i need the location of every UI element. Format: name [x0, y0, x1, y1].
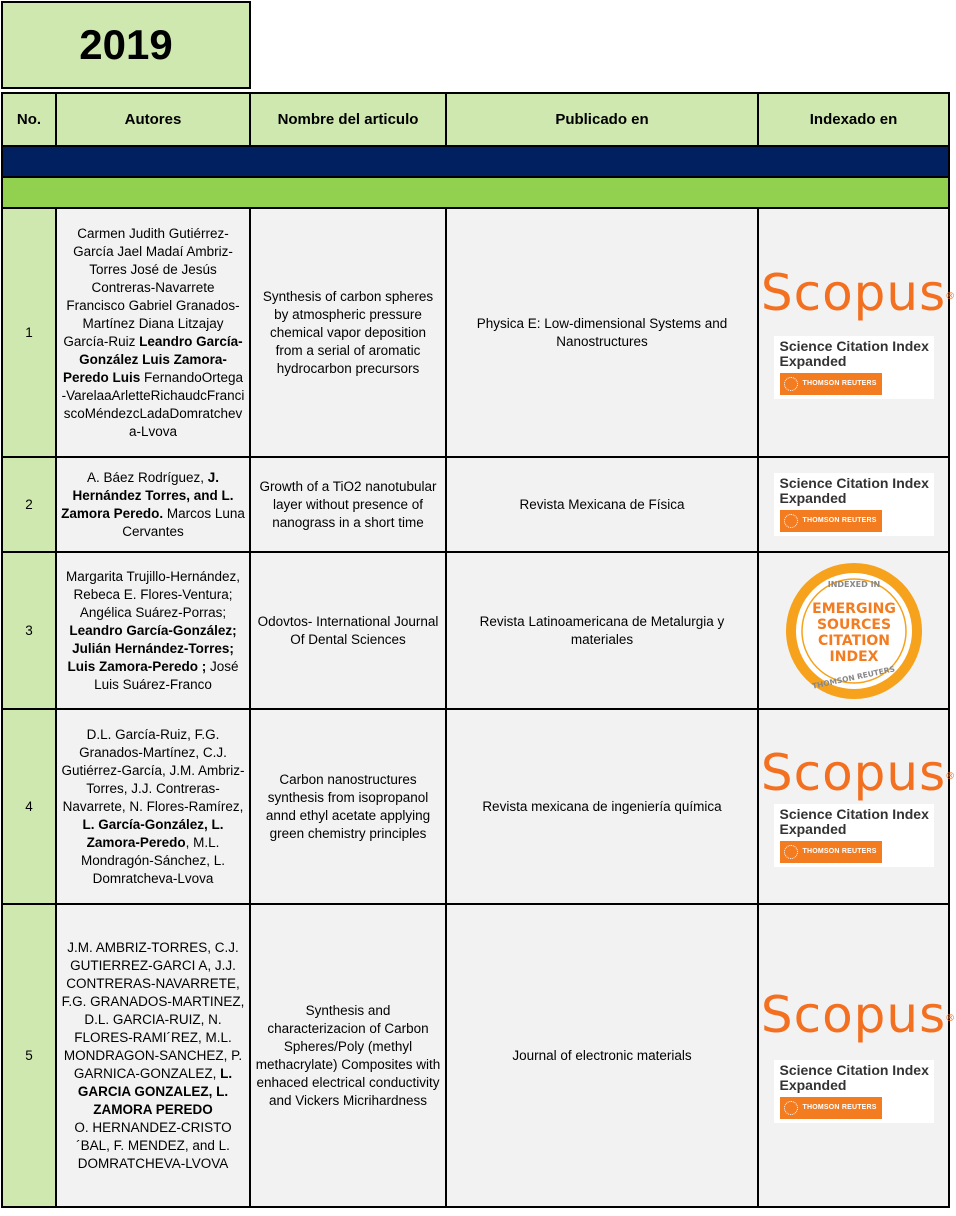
svg-text:INDEX: INDEX — [829, 648, 878, 665]
published-cell: Revista Mexicana de Física — [446, 457, 758, 552]
sci-expanded-logo: Science Citation Index Expanded THOMSON REUTERS — [774, 473, 934, 536]
indexed-cell — [758, 208, 956, 457]
published-cell: Revista Latinoamericana de Metalurgia y materiales — [446, 552, 758, 709]
published-cell: Revista mexicana de ingeniería química — [446, 709, 758, 904]
row-number: 1 — [2, 208, 56, 457]
row-number: 4 — [2, 709, 56, 904]
indexed-cell — [758, 457, 949, 552]
authors-bold-text: L. GARCIA GONZALEZ, L. ZAMORA PEREDO — [77, 1065, 233, 1117]
published-cell: Physica E: Low-dimensional Systems and Nanostructures — [446, 208, 758, 457]
published-cell: Journal of electronic materials — [446, 904, 758, 1207]
thomson-reuters-icon — [784, 514, 798, 528]
authors-cell — [56, 208, 250, 457]
authors-cell — [56, 552, 250, 709]
table-row — [2, 709, 949, 904]
authors-text-tail: José Luis Suárez-Franco — [94, 658, 239, 692]
authors-text-tail: FernandoOrtega-VarelaaArletteRichaudcFranciscoMéndezcLadaDomratcheva-Lvova — [61, 369, 245, 439]
authors-bold-text: J. Hernández Torres, and L. Zamora Peredo. — [61, 469, 234, 521]
navy-divider-row — [2, 146, 949, 177]
authors-cell — [56, 457, 250, 552]
authors-text: A. Báez Rodríguez, — [86, 469, 208, 485]
thomson-reuters-icon — [784, 845, 798, 859]
row-number: 5 — [2, 904, 56, 1207]
authors-bold-text: Leandro García-González; Julián Hernández-Torres; Luis Zamora-Peredo ; — [67, 622, 237, 674]
sci-expanded-logo: Science Citation Index Expanded THOMSON REUTERS — [774, 804, 934, 867]
table-row — [2, 457, 949, 552]
scopus-logo: Scopus ® — [760, 264, 956, 322]
scopus-logo: Scopus ® — [760, 986, 956, 1044]
svg-text:EMERGING: EMERGING — [811, 600, 896, 617]
scopus-logo: Scopus ® — [760, 744, 956, 802]
row-number: 3 — [2, 552, 56, 709]
authors-text-tail: , M.L. Mondragón-Sánchez, L. Domratcheva-Lvova — [80, 834, 226, 886]
article-cell: Odovtos- International Journal Of Dental Sciences — [250, 552, 446, 709]
thomson-reuters-icon — [784, 1101, 798, 1115]
table-row — [2, 552, 949, 709]
svg-text:INDEXED IN: INDEXED IN — [827, 579, 880, 589]
authors-bold-text: L. García-González, L. Zamora-Peredo — [82, 816, 224, 850]
row-number: 2 — [2, 457, 56, 552]
indexed-cell — [758, 709, 956, 904]
header-published: Publicado en — [446, 93, 758, 146]
header-indexed: Indexado en — [758, 93, 949, 146]
indexed-cell — [758, 552, 949, 709]
authors-text-tail: O. HERNANDEZ-CRISTO´BAL, F. MENDEZ, and L. DOMRATCHEVA-LVOVA — [74, 1119, 232, 1171]
sci-expanded-logo: Science Citation Index Expanded THOMSON REUTERS — [774, 1060, 934, 1123]
header-authors: Autores — [56, 93, 250, 146]
authors-text-tail: Marcos Luna Cervantes — [122, 505, 245, 539]
article-cell: Carbon nanostructures synthesis from isopropanol annd ethyl acetate applying green chemistry principles — [250, 709, 446, 904]
sci-expanded-logo: Science Citation Index Expanded THOMSON REUTERS — [774, 336, 934, 399]
indexed-cell — [758, 904, 956, 1207]
svg-text:THOMSON REUTERS: THOMSON REUTERS — [810, 663, 896, 691]
year-title: 2019 — [1, 1, 251, 89]
header-no: No. — [2, 93, 56, 146]
header-article: Nombre del articulo — [250, 93, 446, 146]
esci-badge — [784, 561, 924, 701]
authors-text: D.L. García-Ruiz, F.G. Granados-Martínez, C.J. Gutiérrez-García, J.M. Ambriz-Torres, J.J. Contreras-Navarrete, N. Flores-Ramírez, — [61, 726, 245, 814]
thomson-reuters-icon — [784, 377, 798, 391]
article-cell: Synthesis of carbon spheres by atmospheric pressure chemical vapor deposition from a serial of aromatic hydrocarbon precursors — [250, 208, 446, 457]
svg-text:CITATION: CITATION — [817, 632, 890, 649]
authors-cell — [56, 709, 250, 904]
article-cell: Growth of a TiO2 nanotubular layer without presence of nanograss in a short time — [250, 457, 446, 552]
header-row — [2, 93, 949, 146]
authors-cell — [56, 904, 250, 1207]
svg-text:SOURCES: SOURCES — [816, 616, 891, 633]
authors-text: Carmen Judith Gutiérrez-García Jael Madaí Ambriz-Torres José de Jesús Contreras-Navarrete Francisco Gabriel Granados-Martínez Diana Litzajay García-Ruiz — [63, 225, 240, 349]
authors-text: Margarita Trujillo-Hernández, Rebeca E. Flores-Ventura; Angélica Suárez-Porras; — [65, 568, 241, 620]
publications-table — [1, 92, 956, 1208]
authors-bold-text: Leandro García-González Luis Zamora-Peredo Luis — [62, 333, 243, 385]
article-cell: Synthesis and characterizacion of Carbon Spheres/Poly (methyl methacrylate) Composites with enhaced electrical conductivity and Vickers Micrihardness — [250, 904, 446, 1207]
green-divider-row — [2, 177, 949, 208]
table-row — [2, 208, 949, 457]
table-row — [2, 904, 949, 1207]
authors-text: J.M. AMBRIZ-TORRES, C.J. GUTIERREZ-GARCI A, J.J. CONTRERAS-NAVARRETE, F.G. GRANADOS-MARTINEZ, D.L. GARCIA-RUIZ, N. FLORES-RAMI´REZ, M.L. MONDRAGON-SANCHEZ, P. GARNICA-GONZALEZ, — [61, 939, 245, 1081]
